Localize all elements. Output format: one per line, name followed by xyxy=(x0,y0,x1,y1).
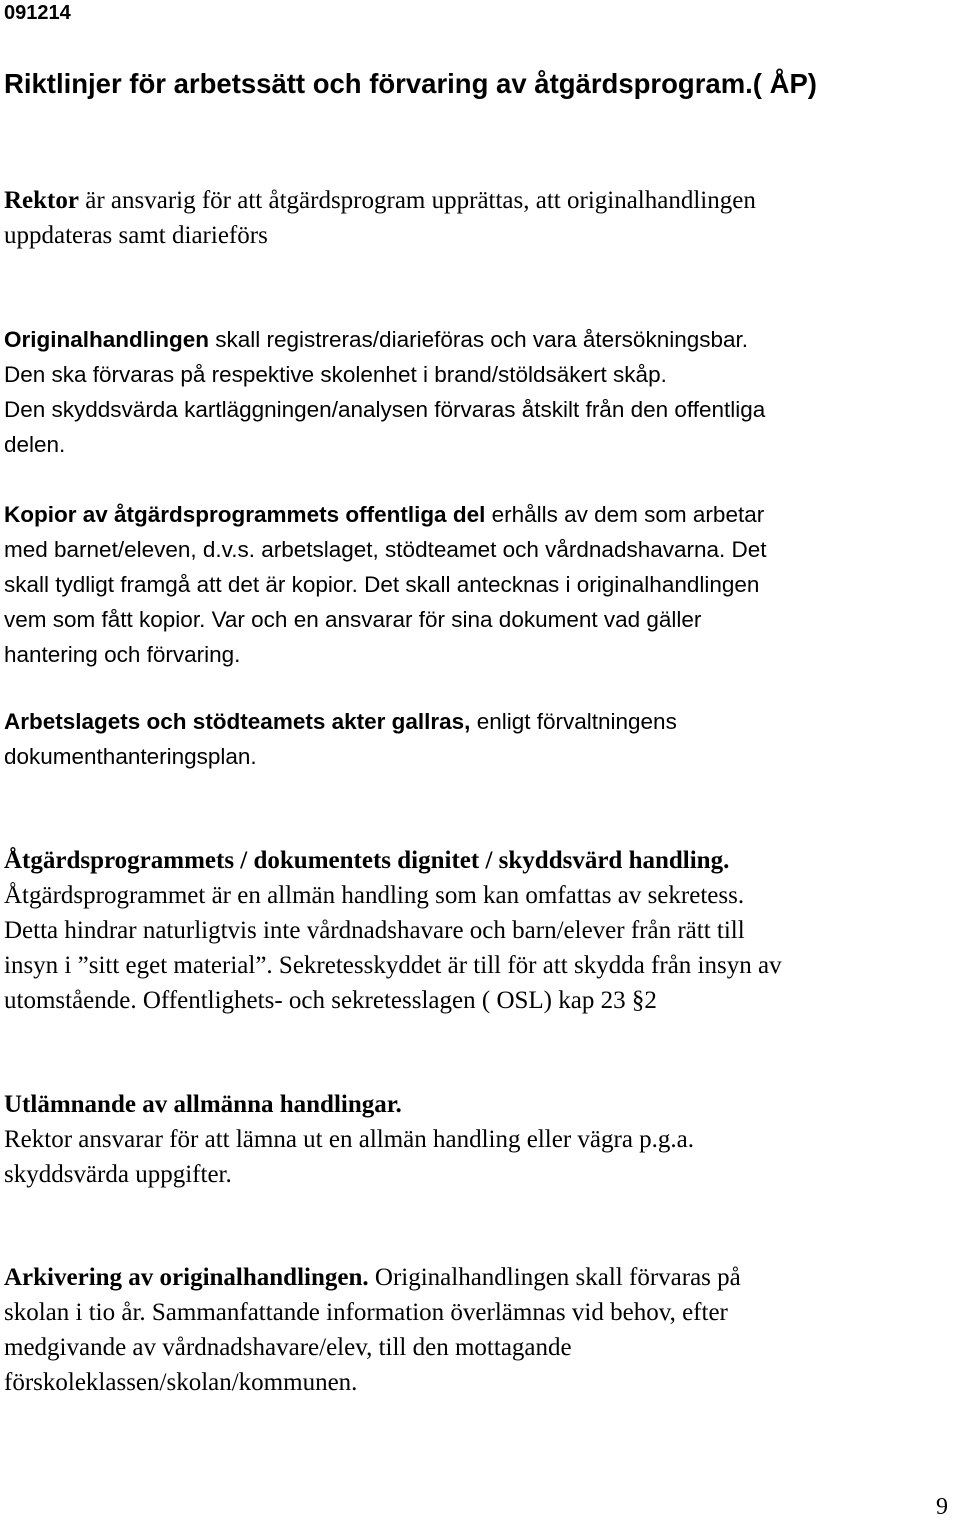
paragraph-line: skyddsvärda uppgifter. xyxy=(4,1161,232,1188)
bold-term: Rektor xyxy=(4,187,79,214)
paragraph-line: skolan i tio år. Sammanfattande information överlämnas vid behov, efter xyxy=(4,1299,728,1326)
paragraph-line: skall tydligt framgå att det är kopior. Det skall antecknas i originalhandlingen xyxy=(4,572,760,597)
bold-term: Originalhandlingen xyxy=(4,327,210,352)
paragraph-line: vem som fått kopior. Var och en ansvarar för sina dokument vad gäller xyxy=(4,607,702,632)
paragraph-arbetslagets xyxy=(4,704,954,774)
paragraph-line: Detta hindrar naturligtvis inte vårdnadshavare och barn/elever från rätt till xyxy=(4,917,745,944)
paragraph-line: insyn i ”sitt eget material”. Sekretesskyddet är till för att skydda från insyn av xyxy=(4,952,782,979)
paragraph-line: medgivande av vårdnadshavare/elev, till den mottagande xyxy=(4,1334,572,1361)
paragraph-text: är ansvarig för att åtgärdsprogram upprättas, att originalhandlingen xyxy=(78,187,756,214)
paragraph-text: skall registreras/diarieföras och vara återsökningsbar. xyxy=(209,327,749,352)
section-heading: Utlämnande av allmänna handlingar. xyxy=(4,1091,402,1118)
paragraph-line: förskoleklassen/skolan/kommunen. xyxy=(4,1369,358,1396)
bold-term: Arbetslagets och stödteamets akter gallras, xyxy=(4,709,471,734)
page-title: Riktlinjer för arbetssätt och förvaring av åtgärdsprogram.( ÅP) xyxy=(4,68,817,99)
paragraph-line: dokumenthanteringsplan. xyxy=(4,744,257,769)
paragraph-line: hantering och förvaring. xyxy=(4,642,241,667)
paragraph-text: enligt förvaltningens xyxy=(470,709,677,734)
paragraph-line: utomstående. Offentlighets- och sekretesslagen ( OSL) kap 23 §2 xyxy=(4,987,657,1014)
paragraph-line: med barnet/eleven, d.v.s. arbetslaget, stödteamet och vårdnadshavarna. Det xyxy=(4,537,767,562)
paragraph-line xyxy=(4,497,954,532)
paragraph-line xyxy=(4,322,954,357)
paragraph-kopior xyxy=(4,497,954,672)
paragraph-line: uppdateras samt diarieförs xyxy=(4,222,268,249)
paragraph-text: Originalhandlingen skall förvaras på xyxy=(368,1264,741,1291)
paragraph-utlamnande xyxy=(4,1087,954,1192)
paragraph-line: Åtgärdsprogrammet är en allmän handling som kan omfattas av sekretess. xyxy=(4,882,745,909)
paragraph-rektor xyxy=(4,183,954,253)
document-id: 091214 xyxy=(4,2,71,24)
section-heading: Åtgärdsprogrammets / dokumentets dignitet / skyddsvärd handling. xyxy=(4,847,730,874)
paragraph-line xyxy=(4,704,954,739)
paragraph-line: Den ska förvaras på respektive skolenhet i brand/stöldsäkert skåp. xyxy=(4,362,667,387)
paragraph-line xyxy=(4,1260,954,1295)
bold-term: Arkivering av originalhandlingen. xyxy=(4,1264,369,1291)
paragraph-arkivering xyxy=(4,1260,954,1400)
paragraph-text: erhålls av dem som arbetar xyxy=(485,502,765,527)
paragraph-line: Rektor ansvarar för att lämna ut en allmän handling eller vägra p.g.a. xyxy=(4,1126,695,1153)
paragraph-line: delen. xyxy=(4,432,66,457)
bold-term: Kopior av åtgärdsprogrammets offentliga del xyxy=(4,502,486,527)
paragraph-originalhandlingen xyxy=(4,322,954,462)
page-number: 9 xyxy=(936,1494,948,1520)
paragraph-dignitet xyxy=(4,843,954,1018)
paragraph-line: Den skyddsvärda kartläggningen/analysen förvaras åtskilt från den offentliga xyxy=(4,397,766,422)
paragraph-line xyxy=(4,183,954,218)
